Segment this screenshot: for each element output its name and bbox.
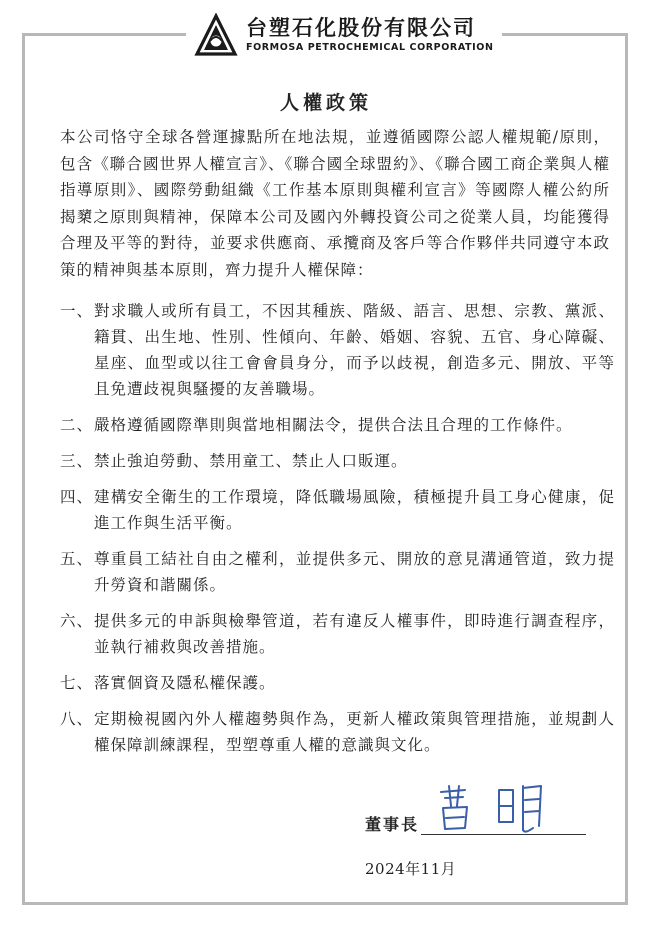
signature-label: 董事長: [365, 815, 420, 834]
item-number: 二、: [60, 416, 94, 434]
policy-item: [60, 706, 615, 758]
policy-list: [60, 298, 615, 768]
item-number: 三、: [60, 452, 94, 470]
intro-paragraph: 本公司恪守全球各營運據點所在地法規，並遵循國際公認人權規範/原則，包含《聯合國世界人權宣言》、《聯合國全球盟約》、《聯合國工商企業與人權指導原則》、國際勞動組織《工作基本原則與權利宣言》等國際人權公約所揭櫫之原則與精神，保障本公司及國內外轉投資公司之從業人員，均能獲得合理及平等的對待，並要求供應商、承攬商及客戶等合作夥伴共同遵守本政策的精神與基本原則，齊力提升人權保障：: [60, 128, 610, 279]
item-text: 禁止強迫勞動、禁用童工、禁止人口販運。: [94, 452, 408, 470]
item-text: 尊重員工結社自由之權利，並提供多元、開放的意見溝通管道，致力提升勞資和諧關係。: [94, 550, 615, 594]
item-number: 八、: [60, 710, 94, 728]
item-text: 落實個資及隱私權保護。: [94, 674, 276, 692]
item-number: 四、: [60, 488, 94, 506]
policy-item: [60, 484, 615, 536]
item-text: 嚴格遵循國際準則與當地相關法令，提供合法且合理的工作條件。: [94, 416, 573, 434]
company-name-en: FORMOSA PETROCHEMICAL CORPORATION: [246, 41, 494, 53]
item-number: 五、: [60, 550, 94, 568]
policy-item: [60, 298, 615, 402]
item-text: 定期檢視國內外人權趨勢與作為，更新人權政策與管理措施，並規劃人權保障訓練課程，型塑尊重人權的意識與文化。: [94, 710, 615, 754]
item-text: 提供多元的申訴與檢舉管道，若有違反人權事件，即時進行調查程序，並執行補救與改善措施。: [94, 612, 615, 656]
policy-item: [60, 546, 615, 598]
item-number: 六、: [60, 612, 94, 630]
item-text: 建構安全衛生的工作環境，降低職場風險，積極提升員工身心健康，促進工作與生活平衡。: [94, 488, 615, 532]
policy-item: [60, 412, 615, 438]
handwritten-signature: [421, 778, 561, 838]
company-name-cn: 台塑石化股份有限公司: [246, 15, 476, 40]
document-date: 2024年11月: [365, 860, 457, 878]
company-header: [186, 12, 502, 58]
formosa-logo-icon: [194, 13, 238, 57]
policy-item: [60, 448, 615, 474]
policy-item: [60, 670, 615, 696]
signature-block: [365, 812, 586, 835]
signature-line: [421, 812, 586, 835]
item-number: 七、: [60, 674, 94, 692]
document-title: 人權政策: [279, 92, 372, 114]
policy-item: [60, 608, 615, 660]
item-text: 對求職人或所有員工，不因其種族、階級、語言、思想、宗教、黨派、籍貫、出生地、性別、性傾向、年齡、婚姻、容貌、五官、身心障礙、星座、血型或以往工會會員身分，而予以歧視，創造多元、開放、平等且免遭歧視與騷擾的友善職場。: [94, 302, 615, 398]
item-number: 一、: [60, 302, 94, 320]
